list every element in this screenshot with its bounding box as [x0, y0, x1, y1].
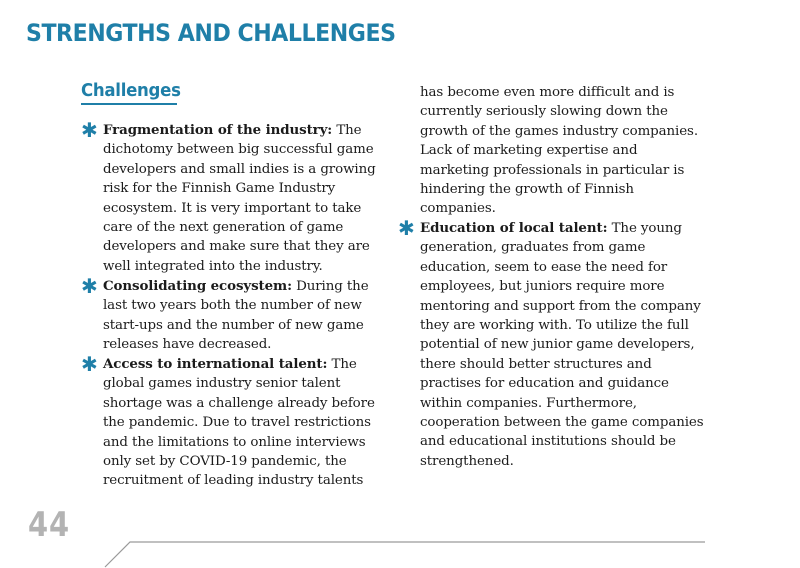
footer-rule: [100, 538, 705, 568]
challenge-text: [420, 219, 710, 471]
challenge-text: [103, 355, 393, 491]
challenge-lead: Education of local talent:: [420, 220, 608, 236]
challenge-lead: Fragmentation of the industry:: [103, 122, 333, 138]
section-heading: Challenges: [81, 80, 181, 101]
challenge-body: The young generation, graduates from game education, seem to ease the need for employees, but juniors require more mentoring and support from the company they are working with. To utilize the full potential of new junior game developers, there should better structures and practises for education and guidance within companies. Furthermore, cooperation between the game companies and educational institutions should be strengthened.: [420, 221, 704, 469]
challenge-lead: Access to international talent:: [103, 356, 328, 372]
challenge-text: [103, 121, 393, 276]
page-number: 44: [28, 505, 70, 545]
asterisk-bullet-icon: ✱: [81, 118, 98, 142]
challenge-body: During the last two years both the number of new start-ups and the number of new game releases have decreased.: [103, 279, 369, 353]
asterisk-bullet-icon: ✱: [398, 216, 415, 240]
challenge-continuation: has become even more difficult and is currently seriously slowing down the growth of the games industry companies. Lack of marketing expertise and marketing professionals in particular is hindering the growth of Finnish companies.: [420, 85, 698, 217]
challenge-body: The global games industry senior talent shortage was a challenge already before the pandemic. Due to travel restrictions and the limitations to online interviews only set by COVID-19 pandemic, the recruitment of leading industry talents: [103, 357, 375, 489]
heading-underline: [81, 103, 177, 105]
challenge-body: The dichotomy between big successful game developers and small indies is a growing risk for the Finnish Game Industry ecosystem. It is very important to take care of the next generation of game developers and make sure that they are well integrated into the industry.: [103, 123, 376, 274]
asterisk-bullet-icon: ✱: [81, 274, 98, 298]
page-title: STRENGTHS AND CHALLENGES: [26, 19, 396, 47]
challenge-lead: Consolidating ecosystem:: [103, 278, 292, 294]
challenge-text: [103, 277, 393, 355]
asterisk-bullet-icon: ✱: [81, 352, 98, 376]
